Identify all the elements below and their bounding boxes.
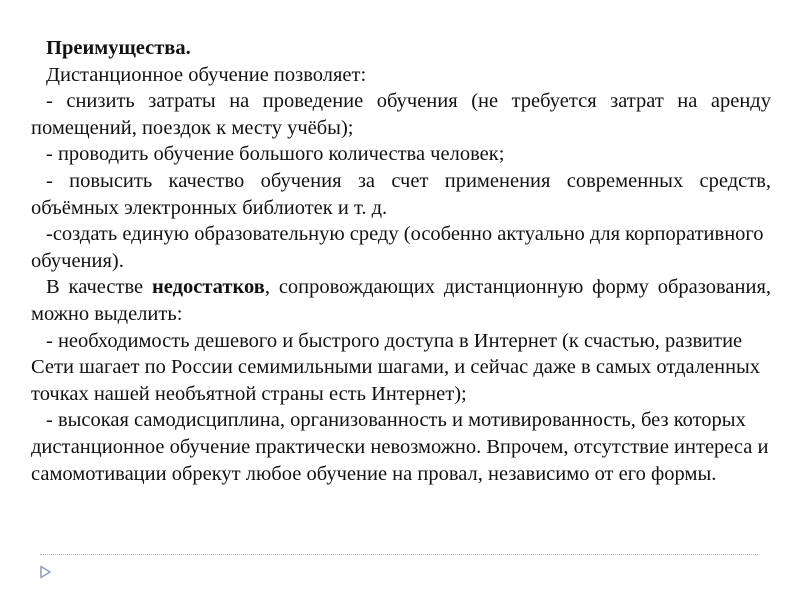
advantages-intro: Дистанционное обучение позволяет:	[46, 63, 367, 86]
disadvantages-intro	[31, 274, 771, 327]
triangle-right-icon	[38, 565, 52, 579]
advantage-item: -создать единую образовательную среду (особенно актуально для корпоративного обучения).	[31, 223, 764, 272]
advantage-item: - проводить обучение большого количества человек;	[46, 143, 505, 166]
disadvantages-keyword: недостатков	[152, 276, 265, 299]
advantage-item: - повысить качество обучения за счет применения современных средств, объёмных электронных библиотек и т. д.	[31, 169, 771, 219]
disadvantages-intro-end: , сопровождающих дистанционную форму образования, можно выделить:	[31, 276, 771, 325]
slide-text-block	[31, 35, 771, 487]
disadvantage-item: - необходимость дешевого и быстрого доступа в Интернет (к счастью, развитие Сети шагает по России семимильными шагами, и сейчас даже в самых отдаленных точках нашей необъятной страны есть Интернет);	[31, 329, 761, 405]
disadvantage-item: - высокая самодисциплина, организованность и мотивированность, без которых дистанционное обучение практически невозможно. Впрочем, отсутствие интереса и самомотивации обрекут любое обучение на провал, независимо от его формы.	[31, 409, 769, 485]
disadvantages-intro-start: В качестве	[46, 276, 152, 299]
footer-divider	[40, 554, 758, 555]
advantages-heading: Преимущества.	[46, 37, 191, 59]
advantage-item: - снизить затраты на проведение обучения (не требуется затрат на аренду помещений, поездок к месту учёбы);	[31, 90, 771, 139]
